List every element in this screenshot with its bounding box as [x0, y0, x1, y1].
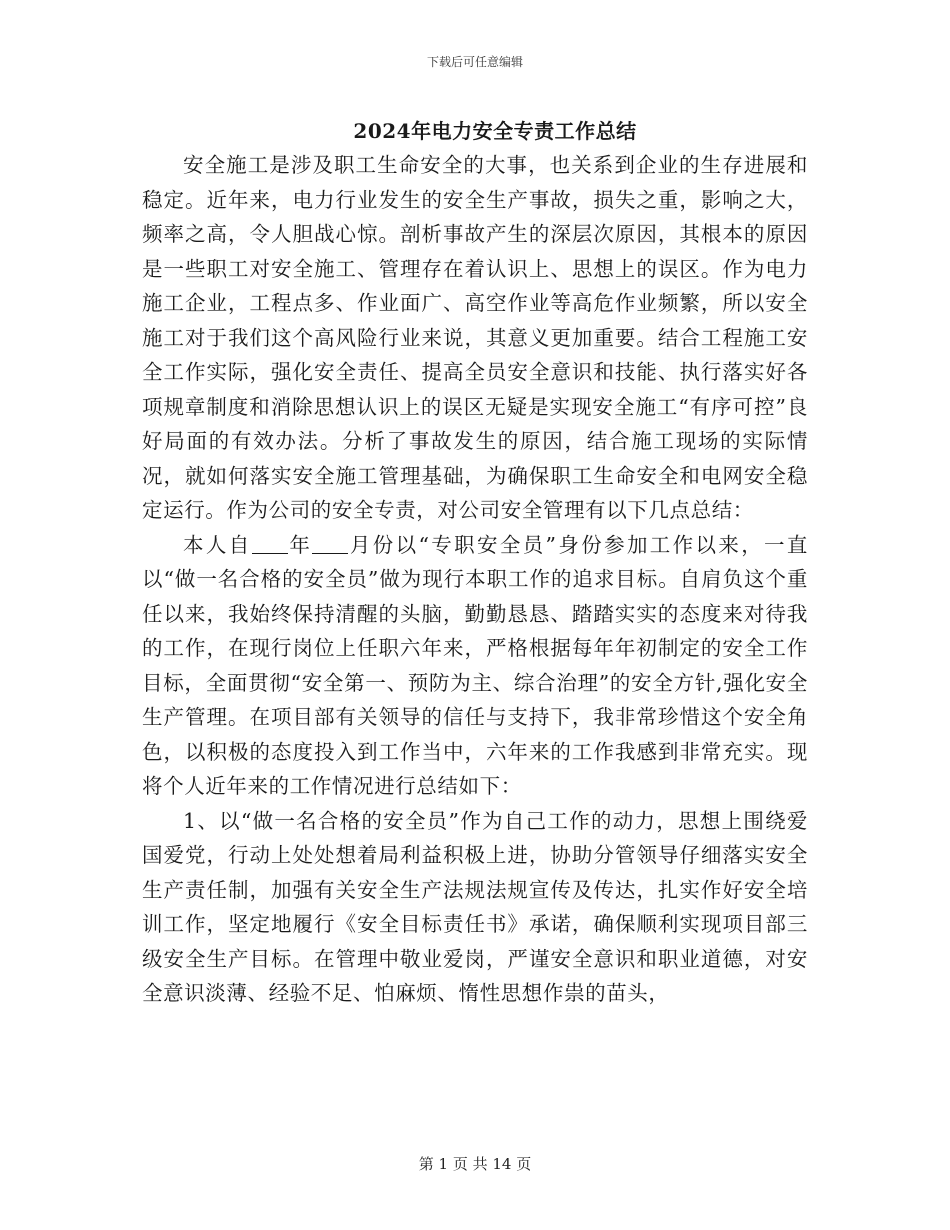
paragraph-intro: 安全施工是涉及职工生命安全的大事，也关系到企业的生存进展和稳定。近年来，电力行业发生的安全生产事故，损失之重，影响之大，频率之高，令人胆战心惊。剖析事故产生的深层次原因，其根本的原因是一些职工对安全施工、管理存在着认识上、思想上的误区。作为电力施工企业，工程点多、作业面广、高空作业等高危作业频繁，所以安全施工对于我们这个高风险行业来说，其意义更加重要。结合工程施工安全工作实际，强化安全责任、提高全员安全意识和技能、执行落实好各项规章制度和消除思想认识上的误区无疑是实现安全施工“有序可控”良好局面的有效办法。分析了事故发生的原因，结合施工现场的实际情况，就如何落实安全施工管理基础，为确保职工生命安全和电网安全稳定运行。作为公司的安全专责，对公司安全管理有以下几点总结：: [142, 153, 808, 522]
page-footer: 第 1 页 共 14 页: [418, 1155, 532, 1173]
document-body: [142, 148, 808, 1011]
paragraph-item-1: 1、以“做一名合格的安全员”作为自己工作的动力，思想上围绕爱国爱党，行动上处处想着局利益积极上进，协助分管领导仔细落实安全生产责任制，加强有关安全生产法规法规宣传及传达，扎实作好安全培训工作，坚定地履行《安全目标责任书》承诺，确保顺利实现项目部三级安全生产目标。在管理中敬业爱岗，严谨安全意识和职业道德，对安全意识淡薄、经验不足、怕麻烦、惰性思想作祟的苗头，: [142, 808, 808, 1005]
paragraph-personal-part1: 本人自: [183, 532, 252, 557]
year-blank: [252, 533, 288, 554]
header-note: 下载后可任意编辑: [426, 55, 523, 69]
paragraph-personal: [142, 528, 808, 804]
paragraph-personal-part3: 月份以“专职安全员”身份参加工作以来，一直以“做一名合格的安全员”做为现行本职工作的追求目标。自肩负这个重任以来，我始终保持清醒的头脑，勤勤恳恳、踏踏实实的态度来对待我的工作，在现行岗位上任职六年来，严格根据每年年初制定的安全工作目标，全面贯彻“安全第一、预防为主、综合治理”的安全方针,强化安全生产管理。在项目部有关领导的信任与支持下，我非常珍惜这个安全角色，以积极的态度投入到工作当中，六年来的工作我感到非常充实。现将个人近年来的工作情况进行总结如下：: [142, 532, 808, 798]
paragraph-personal-part2: 年: [287, 532, 313, 557]
document-title: 2024年电力安全专责工作总结: [353, 119, 637, 143]
month-blank: [312, 533, 348, 554]
